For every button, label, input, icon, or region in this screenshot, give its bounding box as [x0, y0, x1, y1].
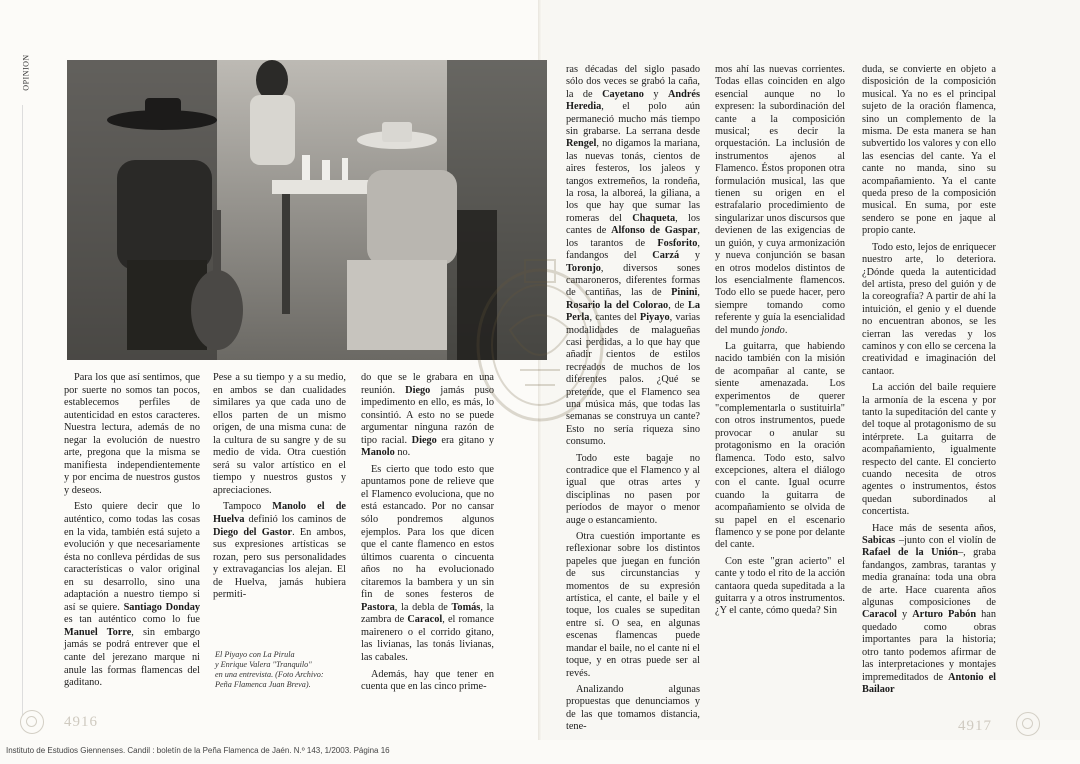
- paragraph: [361, 464, 494, 665]
- text-run: , la zambra de: [361, 601, 494, 626]
- text-column-1: [64, 372, 200, 694]
- text-run: , el romance mairenero o el corrido gitano, las livianas, las tonás livianas, las cabales.: [361, 614, 494, 664]
- text-column-6: [862, 64, 996, 700]
- text-run: Es cierto que todo esto que apuntamos pone de relieve que el Flamenco evoluciona, que no está estancado. Por no cansar sólo pondremos algunos ejemplos. Para los que dicen que el cante flamenco en estos últimos cuarenta o cincuenta años no ha evolucionado citaremos la bambera y un sin fin de sones festeros de: [361, 463, 494, 601]
- caption-line: Peña Flamenca Juan Breva).: [215, 680, 311, 689]
- section-label-text: OPINION: [21, 54, 31, 91]
- name-bold: Fosforito: [657, 237, 698, 249]
- paragraph: [715, 64, 845, 337]
- name-bold: Santiago Donday: [123, 601, 200, 613]
- paragraph: [862, 523, 996, 697]
- text-italic: jondo: [761, 324, 785, 336]
- name-bold: Rafael de la Unión: [862, 547, 958, 559]
- name-bold: Diego: [411, 434, 437, 446]
- text-run: y: [901, 609, 908, 621]
- text-run: , diversos sones camaroneros, diferentes formas de cantiñas, las de: [566, 262, 700, 299]
- paragraph: Analizando algunas propuestas que denunciamos y de las que tomamos distancia, tene-: [566, 683, 700, 733]
- page-number-right: 4917: [958, 718, 992, 734]
- left-logo-icon: [20, 710, 44, 734]
- text-run: , los cantes de: [566, 212, 700, 237]
- paragraph: Con este "gran acierto" el cante y todo el rito de la acción cantaora queda supeditada a la guitarra y a otros instrumentos. ¿Y el cante, cómo queda? Sin: [715, 555, 845, 617]
- side-rule: [22, 105, 23, 715]
- name-bold: Caracol: [407, 614, 443, 626]
- name-bold: Piyayo: [639, 312, 670, 324]
- name-bold: Toronjo: [566, 262, 601, 274]
- name-bold: Sabicas: [862, 535, 896, 547]
- paragraph: Además, hay que tener en cuenta que en las cinco prime-: [361, 668, 494, 693]
- text-run: jamás puso impedimento en ello, es más, lo consintió. A esto no se puede argumentar ninguna razón de tipo racial.: [361, 384, 494, 446]
- text-run: , de: [668, 299, 685, 311]
- text-run: , el polo aún permaneció mucho más tiempo sin grabarse. La serrana desde: [566, 101, 700, 138]
- text-run: Tampoco: [223, 501, 262, 513]
- text-column-5: [715, 64, 845, 622]
- section-label: [18, 54, 32, 91]
- paragraph: Para los que así sentimos, que por suerte no somos tan pocos, establecemos perfiles de autenticidad en estos caracteres. Nuestra lectura, además de no negar la evolución de nuestro arte, pregona que la misma se manifiesta independientemente y por encima de nuestros gustos y deseos.: [64, 372, 200, 496]
- text-run: do que se le grabara en una reunión.: [361, 372, 494, 396]
- text-run: , fandangos del: [566, 237, 700, 262]
- paragraph: Todo esto, lejos de enriquecer nuestro arte, lo deteriora. ¿Dónde queda la autenticidad del artista, preso del guión y de la coreografía? A partir de ahí la intuición, el genio y el duende no encuentran abonos, se les cierran las veredas y los caminos y con ello se cercena la creatividad e imaginación del cantaor.: [862, 241, 996, 377]
- caption-line: y Enrique Valera "Tranquilo": [215, 660, 312, 669]
- text-run: , sin embargo jamás se podrá entrever que el cante del jerezano marque ni anule las formas flamencas del gaditano.: [64, 626, 200, 689]
- paragraph: Pese a su tiempo y a su medio, en ambos se dan cualidades similares ya que cada uno de ellos parten de un mismo origen, de una misma cuna: de la cultura de su sangre y de su medio de vida. Otra cuestión será su valor artístico en el tiempo y nuestros gustos y apreciaciones.: [213, 372, 346, 496]
- name-bold: Antonio el Bailaor: [862, 671, 997, 695]
- text-run: y: [694, 250, 700, 262]
- text-run: era gitano y: [441, 434, 495, 446]
- caption-line: El Piyayo con La Pirula: [215, 650, 295, 659]
- name-bold: Diego: [405, 384, 431, 396]
- text-run: definió los caminos de: [248, 514, 346, 526]
- text-run: Hace más de sesenta años,: [872, 522, 996, 534]
- seal-watermark-icon: [470, 250, 610, 430]
- right-logo-icon: [1016, 712, 1040, 736]
- paragraph: La guitarra, que habiendo nacido también con la misión de acompañar al cante, se siente amenazada. Los experimentos de querer "complementarla o sustituirla" con otros instrumentos, puede provocar o anular su protagonismo en la oración flamenca. Todo esto, salvo excepciones, altera el diálogo con el cante. Igual ocurre cuando la guitarra de acompañamiento se olvida de su papel en el escenario flamenco y se pone por delante del cante.: [715, 340, 845, 551]
- text-run: , los tarantos de: [566, 225, 700, 249]
- page-number-left: 4916: [64, 714, 98, 730]
- name-bold: Pastora: [361, 601, 395, 613]
- text-run: . En ambos, sus expresiones artísticas se rozan, pero sus personalidades y extravagancias los alejan. El de Huelva, jamás hubiera permiti-: [213, 526, 346, 601]
- paragraph: [213, 501, 346, 601]
- text-run: es tan auténtico como lo fue: [64, 614, 200, 626]
- photo-caption: [215, 650, 335, 690]
- text-run: no.: [397, 447, 411, 459]
- text-run: mos ahí las nuevas corrientes. Todas ellas coinciden en algo esencial aunque no lo expresen: la subordinación del cante a la composición musical; es decir la orquestación. La inclusión de instrumentos ajenos al Flamenco. Éstos proponen otra formulación musical, las que tienen su origen en el estrafalario procedimiento de singularizar unos discursos que devienen de las exigencias de un guión, y cuya armonización y nueva conjunción se basan en otros modelos distintos de los esencialmente flamencos. Todo ello se puede hacer, pero siempre tomando como referente y guía la esencialidad del mundo: [715, 64, 845, 336]
- name-bold: Manuel Torre: [64, 626, 132, 638]
- paragraph: Todo este bagaje no contradice que el Flamenco y al igual que otras artes y disciplinas no pasen por períodos de mayor o menor auge o estancamiento.: [566, 452, 700, 526]
- name-bold: Manolo el de Huelva: [213, 501, 346, 526]
- footer-citation: Instituto de Estudios Giennenses. Candil : boletín de la Peña Flamenca de Jaén. N.º 143, 1/2003. Página 16: [6, 746, 390, 755]
- name-bold: Tomás: [451, 601, 481, 613]
- text-run: Esto quiere decir que lo auténtico, como todas las cosas en la vida, también está sujeto a evolución y que necesariamente ésta no conlleva pérdidas de sus características o valor original en su desarrollo, sino una adaptación a nuestro tiempo si así se quiere.: [64, 501, 200, 613]
- name-bold: Rosario la del Colorao: [566, 299, 669, 311]
- text-run: –, graba fandangos, zambras, tarantas y media granaína: toda una obra de arte. Hace cuarenta años algunas composiciones de: [862, 547, 996, 609]
- text-run: –junto con el violín de: [898, 535, 996, 547]
- name-bold: Alfonso de Gaspar: [611, 225, 698, 237]
- paragraph: [64, 501, 200, 689]
- text-run: .: [784, 324, 788, 336]
- name-bold: Pinini: [671, 287, 698, 299]
- name-bold: Carzá: [652, 250, 680, 262]
- paragraph: Otra cuestión importante es reflexionar sobre los distintos papeles que juegan en función de sus circunstancias y momentos de su expresión artística, el cante, el baile y el toque, los cuales se supeditan entre sí. O sea, en algunas escenas flamencas puede mandar el baile, no el cante ni el toque, y en otras puede ser al revés.: [566, 531, 700, 679]
- name-bold: Caracol: [862, 609, 897, 621]
- text-run: han quedado como obras importantes para la historia; otro tanto podemos afirmar de las interpretaciones y montajes impremeditados de: [862, 609, 997, 683]
- paragraph: duda, se convierte en objeto a disposición de la composición musical. Ya no es el principal sujeto de la oración flamenca, sino un complemento de la misma. De esta manera se han subvertido los valores y con ello las esencias del cante. Ya el cante no manda, sino su acompañamiento. Ya el cante queda preso de la composición musical. En suma, por este sendero se pone en jaque al propio cante.: [862, 64, 996, 237]
- name-bold: Cayetano: [602, 88, 644, 100]
- text-run: y: [653, 88, 659, 100]
- text-column-2: [213, 372, 346, 606]
- paragraph: La acción del baile requiere la armonía de la escena y por tanto la supeditación del cante y del toque al protagonismo de su intérprete. La guitarra de acompañamiento, igualmente respecto del cante. El concierto cuando necesita de otros agentes o instrumentos, éstos quedan subordinados al concertista.: [862, 382, 996, 518]
- text-run: , no digamos la mariana, las nuevas tonás, cientos de aires festeros, los jaleos y tangos extremeños, la rondeña, la rosa, la alboreá, la giliana, a los que hay que sumar las romeras del: [566, 138, 700, 224]
- name-bold: Manolo: [361, 447, 395, 459]
- text-run: ,: [697, 287, 700, 299]
- name-bold: Chaqueta: [632, 212, 676, 224]
- name-bold: Arturo Pabón: [912, 609, 977, 621]
- name-bold: La Perla: [566, 299, 701, 324]
- text-run: , varias modalidades de malagueñas casi perdidas, a lo que hay que añadir cientos de estilos recreados de muchos de los diferentes palos. ¿Qué se pretende, que el Flamenco sea una música más, que todas las semanas se construya un cante? Esto no sería riqueza sino consumo.: [566, 312, 701, 448]
- name-bold: Andrés Heredia: [566, 88, 700, 113]
- name-bold: Rengel: [566, 138, 597, 150]
- text-run: ras décadas del siglo pasado sólo dos veces se grabó la caña, la de: [566, 64, 700, 100]
- text-run: , cantes del: [589, 312, 637, 324]
- name-bold: Diego del Gastor: [213, 526, 293, 538]
- text-run: , la debla de: [394, 601, 448, 613]
- caption-line: en una entrevista. (Foto Archivo:: [215, 670, 324, 679]
